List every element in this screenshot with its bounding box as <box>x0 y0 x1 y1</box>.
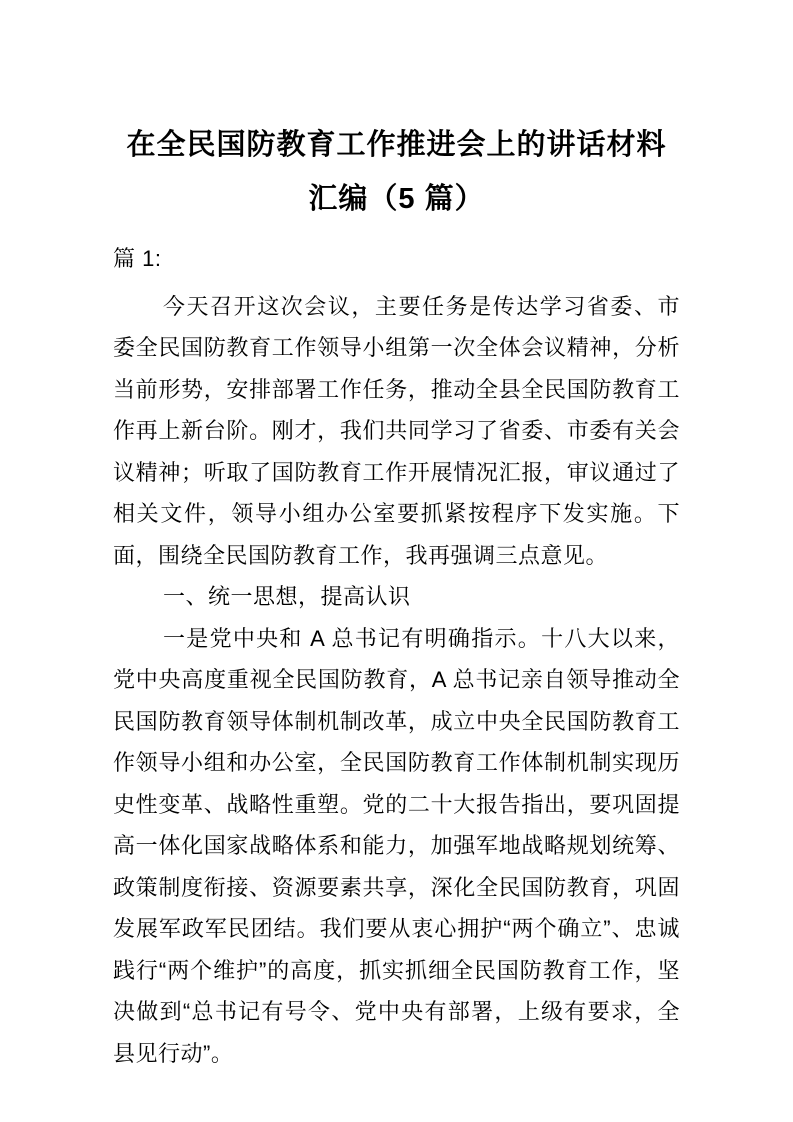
paragraph-heading: 一、统一思想，提高认识 <box>163 584 411 609</box>
document-title <box>0 0 793 226</box>
document-body <box>113 238 680 1074</box>
paragraph-body: 一是党中央和 A 总书记有明确指示。十八大以来，党中央高度重视全民国防教育，A 总书记亲自领导推动全民国防教育领导体制机制改革，成立中央全民国防教育工作领导小组和办公室，全民国防教育工作体制机制实现历史性变革、战略性重塑。党的二十大报告指出，要巩固提高一体化国家战略体系和能力，加强军地战略规划统筹、政策制度衔接、资源要素共享，深化全民国防教育，巩固发展军政军民团结。我们要从衷心拥护“两个确立”、忠诚践行“两个维护”的高度，抓实抓细全民国防教育工作，坚决做到“总书记有号令、党中央有部署，上级有要求，全县见行动”。 <box>113 625 680 1066</box>
document-title-line-1: 在全民国防教育工作推进会上的讲话材料 <box>126 129 667 161</box>
paragraph-body: 今天召开这次会议，主要任务是传达学习省委、市委全民国防教育工作领导小组第一次全体会议精神，分析当前形势，安排部署工作任务，推动全县全民国防教育工作再上新台阶。刚才，我们共同学习了省委、市委有关会议精神；听取了国防教育工作开展情况汇报，审议通过了相关文件，领导小组办公室要抓紧按程序下发实施。下面，围绕全民国防教育工作，我再强调三点意见。 <box>113 293 680 568</box>
document-title-line-2: 汇编（5 篇） <box>308 183 485 215</box>
paragraph-label: 篇 1: <box>113 246 162 271</box>
